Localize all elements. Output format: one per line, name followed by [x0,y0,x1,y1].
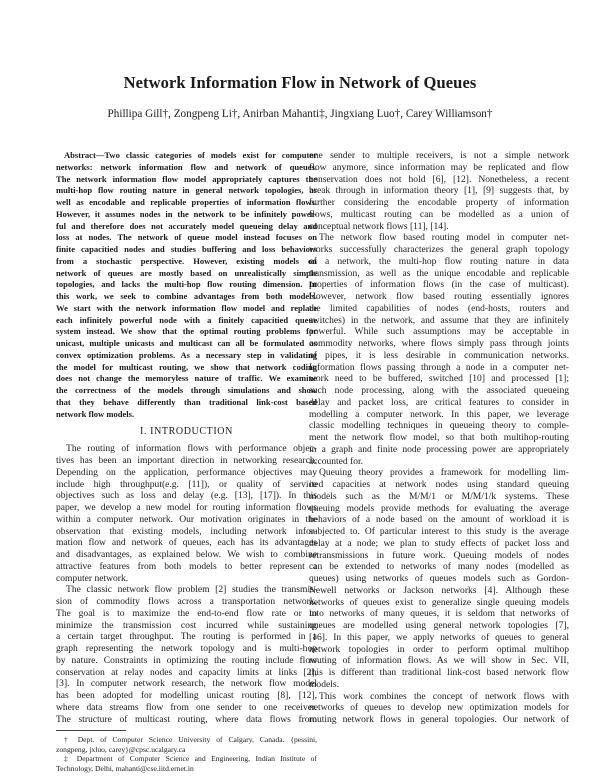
abstract-line: convex optimization problems. As a necessary step in validating [56,349,317,360]
text-line: This work combines the concept of network flows with [319,690,569,702]
text-line: The routing of information flows with performance objec- [66,443,317,455]
text-line: Queuing theory provides a framework for modelling lim- [319,467,569,479]
text-line: The goal is to maximize the end-to-end flow rate or to [56,607,317,619]
text-line: works successfully characterizes the general graph topology [309,244,569,255]
text-line: [3]. In computer network research, the network flow model [56,678,317,690]
abstract-line: unicast, multiple unicasts and multicast can all be formulated as [56,338,317,348]
text-line: tives has been an important direction in networking research. [56,455,317,466]
text-line: delay at a node; we plan to study effects of packet loss and [309,537,569,549]
abstract-line: ful and therefore does not accurately model queueing delay and [56,220,317,231]
abstract-line: We start with the network information flow model and replace [56,302,317,313]
abstract-line: each infinitely powerful node with a finitely capacitied queue [56,314,317,325]
text-line: computer network. [56,572,129,584]
abstract-line: from a stochastic perspective. However, existing models on [56,255,317,266]
right-column [309,150,569,726]
abstract-line: networks: network information flow and network of queues. [56,161,317,172]
text-line: The structure of multicast routing, where data flows from [56,713,317,725]
abstract-line: multi-hop flow routing nature in general network topologies, as [56,185,317,196]
text-line: in a graph and finite node processing power are appropriately [309,443,569,455]
abstract-line: system instead. We show that the optimal routing problems for [56,326,317,337]
text-line: a certain target throughput. The routing is performed in a [56,631,317,643]
abstract-line: the model for multicast routing, we show that network coding [56,361,317,372]
text-line: paper, we develop a new model for routing information flows [56,502,317,513]
text-line: powerful. While such assumptions may be acceptable in [309,326,569,338]
abstract-line: finite capacitied nodes and studies buffering and loss behaviors [56,244,317,254]
abstract-line: the correctness of the models through simulations and show [56,385,317,395]
text-line: ment the network flow model, so that both multihop-routing [309,432,569,443]
text-line: accounted for. [309,455,364,467]
section-heading: I. INTRODUCTION [140,426,233,438]
introduction-body [56,443,317,725]
text-line: graph representing the network topology and is multi-hop [56,643,317,654]
text-line: conservation at relay nodes and capacity limits at links [2], [56,666,317,678]
text-line: of pipes, it is less desirable in communication networks. [309,349,569,361]
text-line: this is different than traditional link-cost based network flow [309,667,569,678]
text-line: queues are modelled using general network topologies [7], [309,620,569,631]
text-line: by nature. Constraints in optimizing the routing include flow [56,654,317,666]
text-line: properties of information flows (in the case of multicast). [309,279,569,291]
text-line: and disadvantages, as explained below. We wish to combine [56,549,317,560]
abstract-line: this work, we seek to combine advantages from both models. [56,291,317,301]
text-line: commodity networks, where flows simply pass through joints [309,338,569,349]
text-line: observation that existing models, including network infor- [56,525,317,537]
footnote-line: ‡ Department of Computer Science and Engineering, Indian Institute of [64,754,317,764]
text-line: minimize the transmission cost incurred while sustaining [56,619,317,631]
abstract-line: that they behave differently than traditional link-cost based [56,396,317,407]
text-line: include high throughput(e.g. [11]), or quality of service [56,478,317,490]
text-line: break through in information theory [1], [9] suggests that, by [309,185,569,197]
left-column [56,150,317,774]
text-line: delay and packet loss, are critical features to consider in [309,396,569,408]
footnote-rule [56,730,126,731]
abstract-line: However, it assumes nodes in the network to be infinitely power- [56,208,317,219]
abstract-line: does not change the memoryless nature of traffic. We examine [56,373,317,384]
text-line: behaviors of a node based on the amount of workload it is [309,514,569,526]
text-line: queues) using networks of queues models such as Gordon- [309,573,569,584]
abstract-line: network of queues are mostly based on unrealistically simple [56,267,317,278]
text-line: routing network flows in general topologies. Our network of [309,714,569,725]
text-line: routing of information flows. As we will show in Sec. VII, [309,655,569,667]
text-line: where data streams flow from one sender to one receiver. [56,701,317,713]
abstract-line: network flow models. [56,408,135,419]
text-line: Newell networks or Jackson networks [4]. Although these [309,584,569,596]
text-line: further considering the encodable property of information [309,197,569,208]
text-line: Information flows passing through a node in a computer net- [309,361,569,373]
text-line: [16]. In this paper, we apply networks of queues to general [309,631,569,643]
text-line: subjected to. Of particular interest to this study is the average [309,526,569,537]
abstract-line: Abstract—Two classic categories of models exist for computer [64,150,317,160]
footnote-line: zongpeng, jxluo, carey}@cpsc.ucalgary.ca [56,744,186,754]
text-line: one sender to multiple receivers, is not a simple network [309,150,569,161]
text-line: work need to be buffered, switched [10] and processed [1]; [309,373,569,385]
text-line: attractive features from both models to better represent a [56,560,317,572]
text-line: modelling a computer network. In this paper, we leverage [309,408,569,420]
text-line: models. [309,678,339,690]
text-line: However, network flow based routing essentially ignores [309,291,569,302]
text-line: transmission, as well as the unique encodable and replicable [309,267,569,279]
author-list: Phillipa Gill†, Zongpeng Li†, Anirban Mahanti‡, Jingxiang Luo†, Carey Williamson† [107,108,493,120]
paper-title: Network Information Flow in Network of Queues [123,73,477,92]
text-line: The network flow based routing model in computer net- [319,232,569,244]
text-line: The classic network flow problem [2] studies the transmis- [66,584,317,596]
text-line: the limited capabilities of nodes (end-hosts, routers and [309,302,569,314]
text-line: queuing models provide methods for evaluating the average [309,502,569,514]
text-line: classic modelling techniques in queueing theory to comple- [309,420,569,432]
text-line: switches) in the network, and assume that they are infinitely [309,314,569,326]
abstract-line: The network information flow model appropriately captures the [56,173,317,184]
text-line: Depending on the application, performance objectives may [56,466,317,478]
text-line: flows, multicast routing can be modelled as a union of [309,208,569,220]
text-line: within a computer network. Our motivation originates in the [56,513,317,525]
abstract-line: topologies, and lacks the multi-hop flow routing dimension. In [56,279,317,290]
text-line: models such as the M/M/1 or M/M/1/k systems. These [309,490,569,502]
footnote-line: Technology, Delhi, mahanti@cse.iitd.ernet.in [56,764,194,774]
text-line: networks of queues to develop new optimization models for [309,702,569,714]
text-line: conservation does not hold [6], [12]. Nonetheless, a recent [309,173,569,185]
text-line: such node processing, along with the associated queueing [309,385,569,396]
text-line: can be extended to networks of many nodes (modelled as [309,561,569,573]
text-line: objectives such as loss and delay (e.g. [13], [17]). In this [56,490,317,502]
abstract [56,150,317,420]
text-line: retransmissions in future work. Queuing models of nodes [309,549,569,561]
text-line: ited capacities at network nodes using standard queuing [309,479,569,490]
text-line: of a network, the multi-hop flow routing nature in data [309,255,569,267]
text-line: flow anymore, since information may be replicated and flow [309,161,569,173]
text-line: networks of queues exist to generalize single queuing models [309,596,569,608]
abstract-line: well as encodable and replicable properties of information flows. [56,197,317,207]
footnotes [56,735,317,773]
text-line: has been adopted for modelling unicast routing [8], [12], [56,690,317,701]
abstract-line: loss at nodes. The network of queue model instead focuses on [56,232,317,243]
text-line: mation flow and network of queues, each has its advantages [56,537,317,549]
text-line: sion of commodity flows across a transportation network. [56,596,317,607]
text-line: network topologies in order to perform optimal multihop [309,643,569,655]
text-line: into networks of many queues, it is seldom that networks of [309,608,569,620]
text-line: conceptual network flows [11], [14]. [309,220,449,232]
footnote-line: † Dept. of Computer Science University of Calgary, Canada. {pessini, [64,735,317,745]
